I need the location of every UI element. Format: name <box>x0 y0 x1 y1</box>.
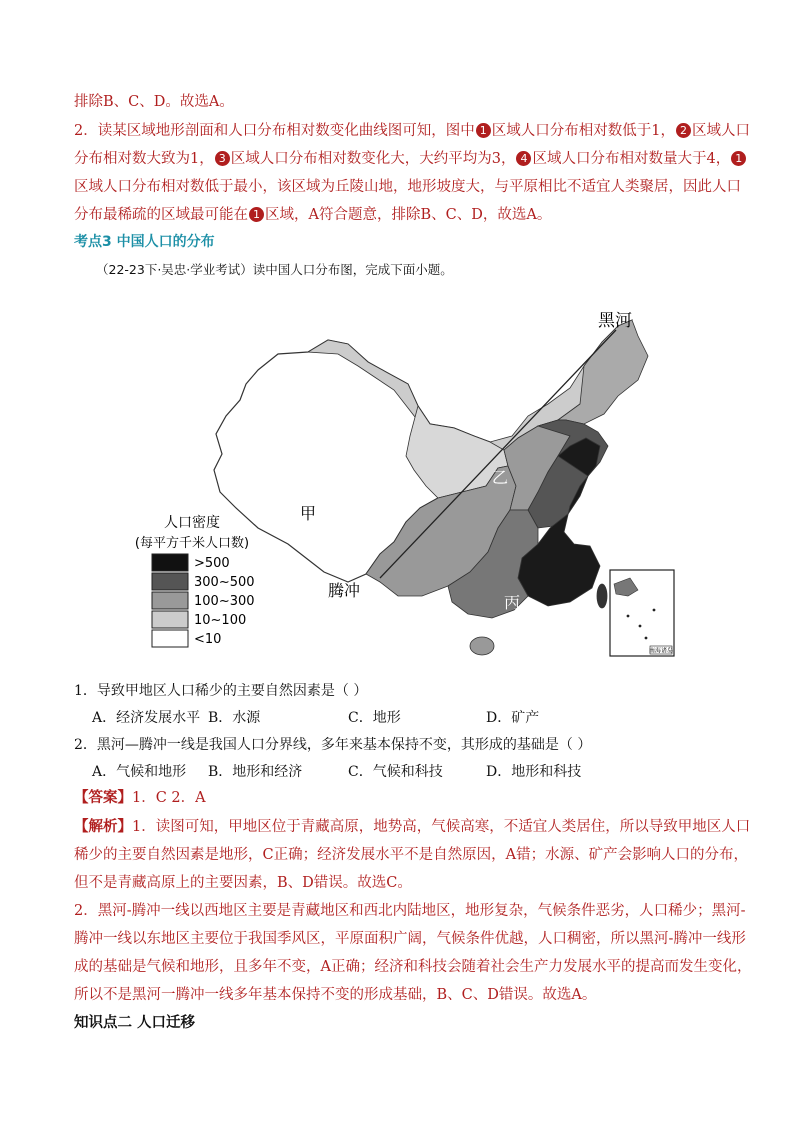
inset-island <box>627 615 630 618</box>
analysis-line: 区域人口分布相对数低于最小，该区域为丘陵山地，地形坡度大，与平原相比不适宜人类聚居，因此人口 <box>74 179 741 195</box>
legend-swatch <box>152 573 188 590</box>
q2-option-a: A．气候和地形 <box>92 764 187 780</box>
answer-line <box>74 788 206 808</box>
label-jia: 甲 <box>300 504 317 523</box>
answer-text: 1．C 2．A <box>132 790 206 806</box>
analysis-line: 但不是青藏高原上的主要因素，B、D错误。故选C。 <box>74 875 412 891</box>
q2-option-d: D．地形和科技 <box>486 764 582 780</box>
inset-island <box>653 609 656 612</box>
inset-island <box>645 637 648 640</box>
analysis-line: 腾冲一线以东地区主要位于我国季风区，平原面积广阔，气候条件优越，人口稠密，所以黑河-腾冲一线形 <box>74 931 746 947</box>
legend-subtitle: (每平方千米人口数) <box>134 536 250 551</box>
section-title: 考点3 中国人口的分布 <box>74 234 215 250</box>
circled-number: 3 <box>215 151 230 166</box>
q2-option-b: B．地形和经济 <box>208 764 303 780</box>
legend <box>152 554 255 647</box>
legend-label: 300~500 <box>194 575 255 590</box>
legend-swatch <box>152 630 188 647</box>
analysis-label: 【解析】 <box>74 818 132 835</box>
label-bing: 丙 <box>504 593 521 612</box>
analysis-line: 2．黑河-腾冲一线以西地区主要是青藏地区和西北内陆地区，地形复杂，气候条件恶劣，人口稀少；黑河- <box>74 903 746 919</box>
analysis-line: 分布最稀疏的区域最可能在 1 区域，A符合题意，排除B、C、D，故选A。 <box>74 207 552 223</box>
answer-label: 【答案】 <box>74 789 132 806</box>
legend-label: 10~100 <box>194 613 247 628</box>
china-population-map <box>118 296 678 666</box>
circled-number: 4 <box>516 151 531 166</box>
q1-option-b: B．水源 <box>208 710 261 726</box>
label-tengchong: 腾冲 <box>328 581 361 600</box>
inset-label: 南海诸岛 <box>648 647 674 655</box>
question-2: 2．黑河—腾冲一线是我国人口分界线，多年来基本保持不变，其形成的基础是（ ） <box>74 737 592 753</box>
prev-answer-tail: 排除B、C、D。故选A。 <box>74 94 234 110</box>
circled-number: 2 <box>676 123 691 138</box>
question-1: 1．导致甲地区人口稀少的主要自然因素是（ ） <box>74 683 368 699</box>
analysis-line: 2．读某区域地形剖面和人口分布相对数变化曲线图可知，图中 1 区域人口分布相对数低于1， 2 区域人口 <box>74 123 750 139</box>
circled-number: 1 <box>731 151 746 166</box>
analysis-line: 分布相对数大致为1， 3 区域人口分布相对数变化大，大约平均为3， 4 区域人口分布相对数量大于4， 1 <box>74 149 747 169</box>
legend-swatch <box>152 554 188 571</box>
q1-option-c: C．地形 <box>348 710 401 726</box>
analysis-line: 【解析】1．读图可知，甲地区位于青藏高原，地势高，气候高寒，不适宜人类居住，所以导致甲地区人口 <box>74 818 751 835</box>
question-source: （22-23下·吴忠·学业考试）读中国人口分布图，完成下面小题。 <box>96 262 453 277</box>
legend-label: <10 <box>194 632 222 647</box>
analysis-line: 成的基础是气候和地形，且多年不变，A正确；经济和科技会随着社会生产力发展水平的提高而发生变化， <box>74 959 752 975</box>
legend-swatch <box>152 611 188 628</box>
q1-option-a: A．经济发展水平 <box>92 710 201 726</box>
legend-label: >500 <box>194 556 230 571</box>
label-yi: 乙 <box>492 468 509 487</box>
knowledge-point-title: 知识点二 人口迁移 <box>74 1015 196 1031</box>
q2-option-c: C．气候和科技 <box>348 764 443 780</box>
circled-number: 1 <box>249 207 264 222</box>
map-taiwan <box>597 584 607 608</box>
legend-label: 100~300 <box>194 594 255 609</box>
legend-title: 人口密度 <box>164 515 220 531</box>
analysis-line: 所以不是黑河一腾冲一线多年基本保持不变的形成基础，B、C、D错误。故选A。 <box>74 987 597 1003</box>
analysis-line: 稀少的主要自然因素是地形，C正确；经济发展水平不是自然原因，A错；水源、矿产会影响人口的分布， <box>74 847 749 863</box>
circled-number: 1 <box>476 123 491 138</box>
label-heihe: 黑河 <box>598 311 632 331</box>
map-hainan <box>470 637 494 655</box>
legend-swatch <box>152 592 188 609</box>
inset-island <box>639 625 642 628</box>
q1-option-d: D．矿产 <box>486 710 540 726</box>
